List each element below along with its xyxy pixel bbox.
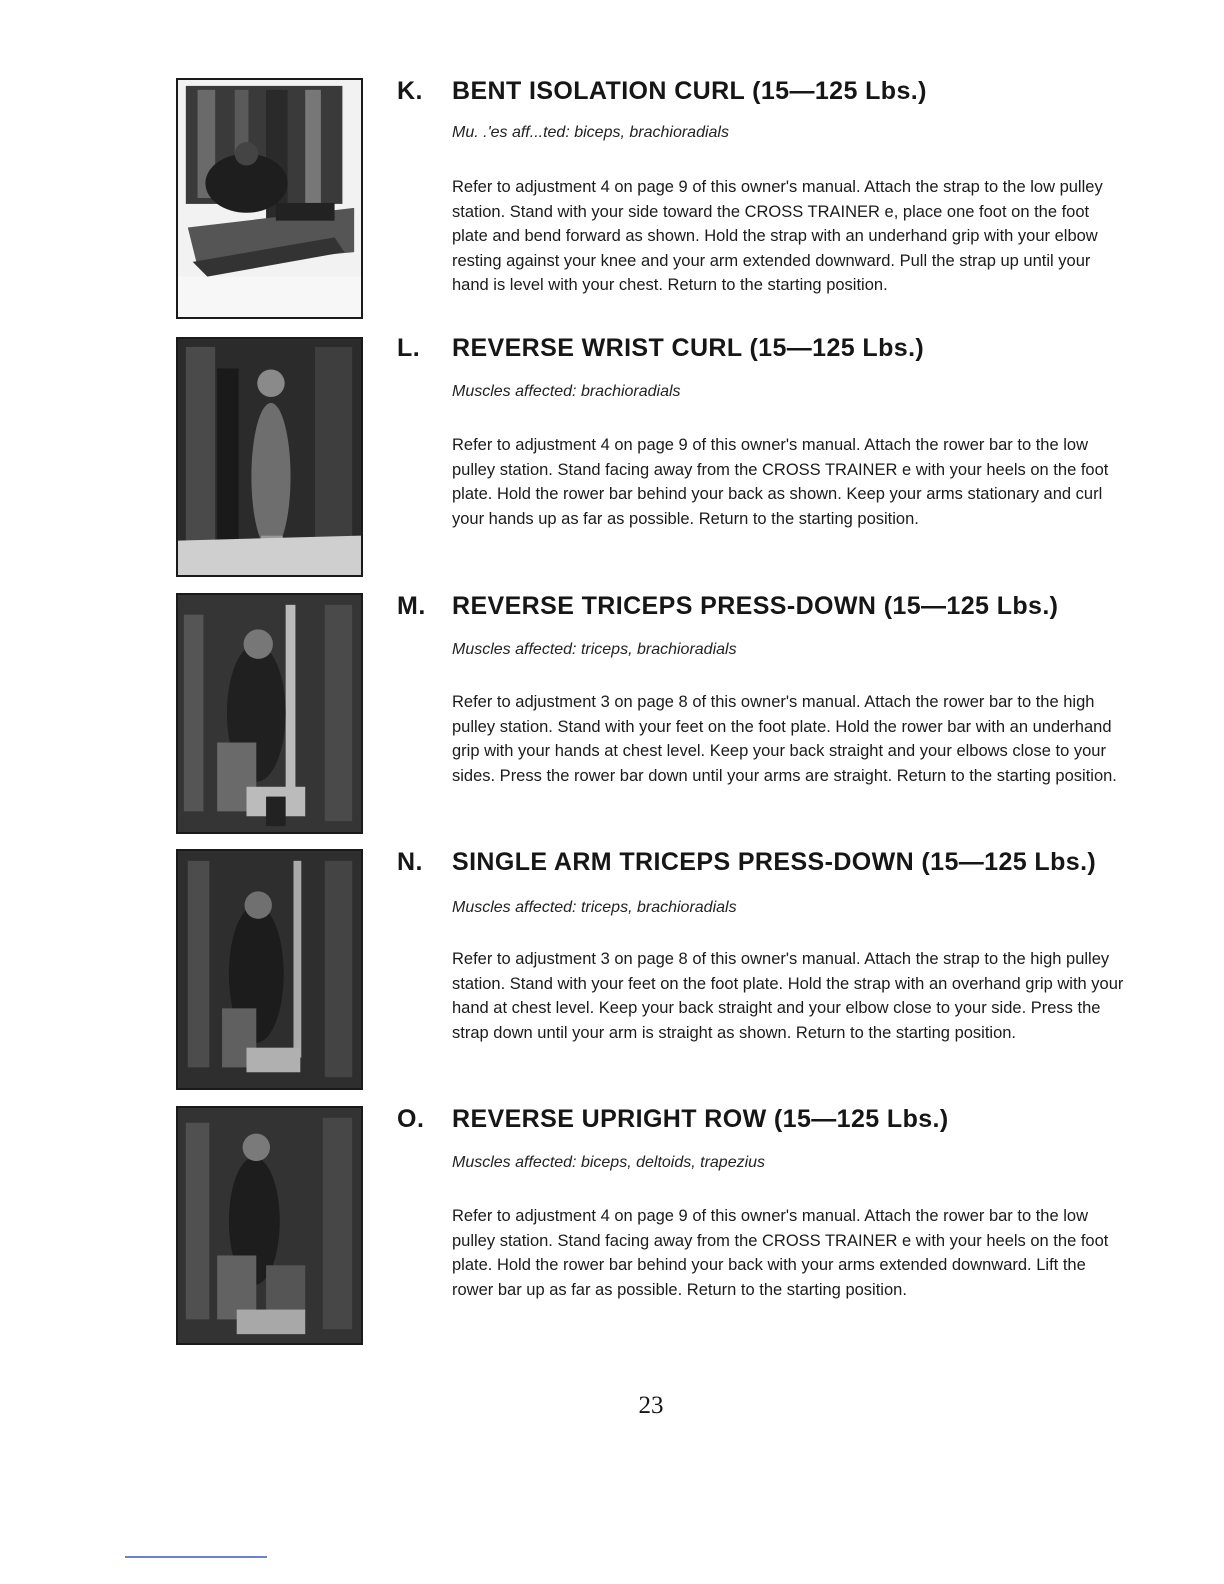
section-body-l: Refer to adjustment 4 on page 9 of this owner's manual. Attach the rower bar to the low pulley station. Stand facing away from the CROSS TRAINER e with your heels on the foot plate. Hold the rower bar behind your back as shown. Keep your arms stationary and curl your hands up as far as possible. Return to the starting position. bbox=[452, 436, 1109, 528]
section-body-m: Refer to adjustment 3 on page 8 of this owner's manual. Attach the rower bar to the high pulley station. Stand with your feet on the foot plate. Hold the rower bar with an underhand grip with your hands at chest level. Keep your back straight and your elbows close to your sides. Press the rower bar down until your arms are straight. Return to the starting position. bbox=[452, 693, 1117, 785]
exercise-photo-m bbox=[176, 593, 363, 834]
section-body-o: Refer to adjustment 4 on page 9 of this owner's manual. Attach the rower bar to the low pulley station. Stand facing away from the CROSS TRAINER e with your heels on the foot plate. Hold the rower bar behind your back with your arms extended downward. Lift the rower bar up as far as possible. Return to the starting position. bbox=[452, 1207, 1109, 1299]
section-muscles-l: Muscles affected: brachioradials bbox=[452, 383, 681, 400]
section-letter-k: K. bbox=[397, 77, 423, 105]
exercise-photo-o-image bbox=[178, 1108, 361, 1343]
footer-rule bbox=[125, 1556, 267, 1558]
exercise-photo-l bbox=[176, 337, 363, 577]
exercise-photo-l-image bbox=[178, 339, 361, 575]
section-letter-n: N. bbox=[397, 848, 423, 876]
section-body-n: Refer to adjustment 3 on page 8 of this owner's manual. Attach the strap to the high pulley station. Stand with your feet on the foot plate. Hold the strap with an overhand grip with your hand at chest level. Keep your back straight and your elbow close to your side. Press the strap down until your arm is straight as shown. Return to the starting position. bbox=[452, 950, 1124, 1042]
section-muscles-o: Muscles affected: biceps, deltoids, trapezius bbox=[452, 1154, 766, 1171]
section-body-k: Refer to adjustment 4 on page 9 of this owner's manual. Attach the strap to the low pulley station. Stand with your side toward the CROSS TRAINER e, place one foot on the foot plate and bend forward as shown. Hold the strap with an underhand grip with your elbow resting against your knee and your arm extended downward. Pull the strap up until your hand is level with your chest. Return to the starting position. bbox=[452, 178, 1103, 294]
exercise-photo-k-image bbox=[178, 80, 361, 317]
section-letter-m: M. bbox=[397, 592, 426, 620]
section-muscles-m: Muscles affected: triceps, brachioradials bbox=[452, 641, 737, 658]
exercise-photo-o bbox=[176, 1106, 363, 1345]
section-title-o: REVERSE UPRIGHT ROW (15—125 Lbs.) bbox=[452, 1105, 949, 1133]
exercise-photo-n bbox=[176, 849, 363, 1090]
exercise-photo-m-image bbox=[178, 595, 361, 832]
section-title-l: REVERSE WRIST CURL (15—125 Lbs.) bbox=[452, 334, 925, 362]
section-muscles-k: Mu. .'es aff...ted: biceps, brachioradials bbox=[452, 124, 729, 141]
section-letter-o: O. bbox=[397, 1105, 425, 1133]
section-title-k: BENT ISOLATION CURL (15—125 Lbs.) bbox=[452, 77, 927, 105]
exercise-photo-n-image bbox=[178, 851, 361, 1088]
section-title-m: REVERSE TRICEPS PRESS-DOWN (15—125 Lbs.) bbox=[452, 592, 1059, 620]
section-muscles-n: Muscles affected: triceps, brachioradials bbox=[452, 899, 737, 916]
page-number: 23 bbox=[638, 1392, 664, 1419]
section-letter-l: L. bbox=[397, 334, 421, 362]
exercise-photo-k bbox=[176, 78, 363, 319]
section-title-n: SINGLE ARM TRICEPS PRESS-DOWN (15—125 Lbs.) bbox=[452, 848, 1097, 876]
